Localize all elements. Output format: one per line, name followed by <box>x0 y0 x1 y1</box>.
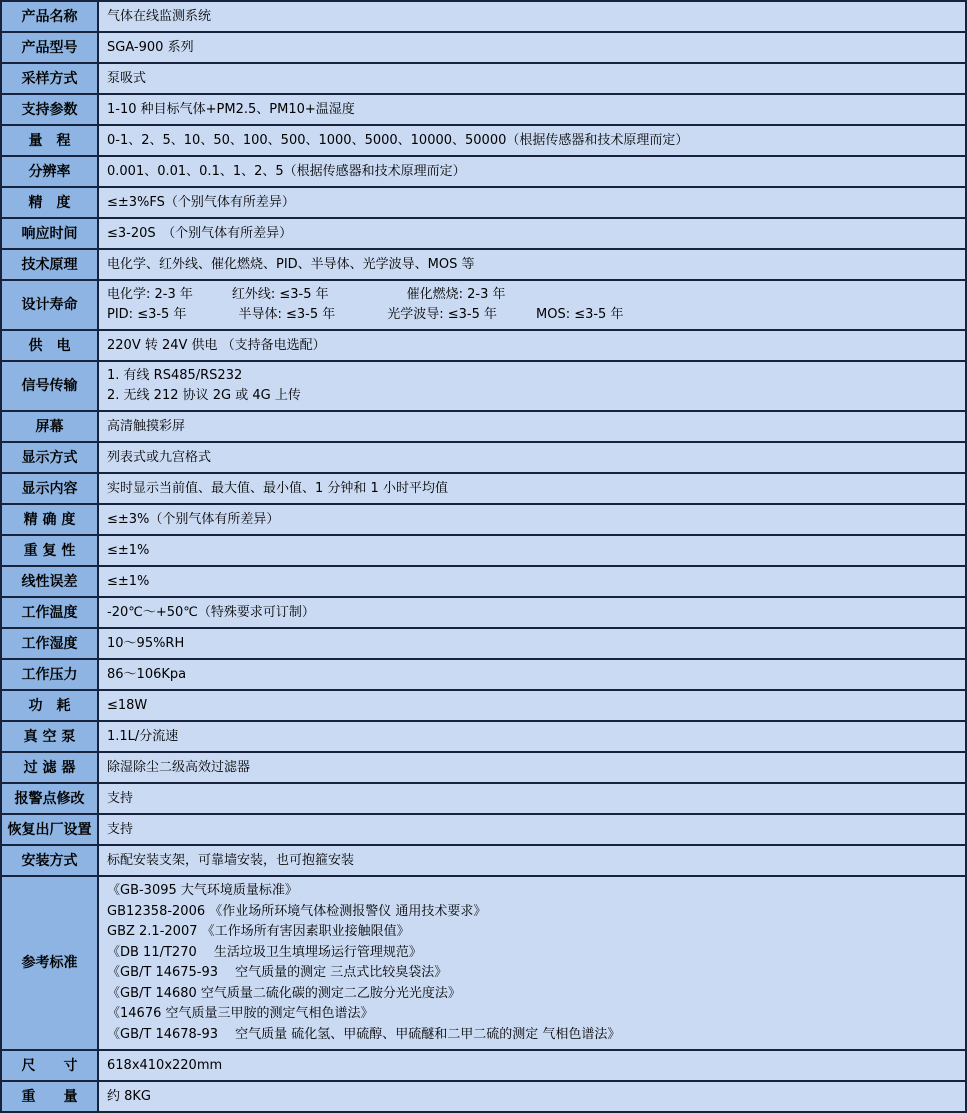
spec-value <box>99 126 965 155</box>
spec-label: 线性误差 <box>2 567 97 596</box>
spec-value <box>99 1082 965 1111</box>
spec-value <box>99 753 965 782</box>
spec-value-line: 《GB-3095 大气环境质量标准》 <box>107 883 298 898</box>
spec-row <box>2 362 965 410</box>
spec-value-line: 618x410x220mm <box>107 1057 223 1073</box>
spec-row <box>2 281 965 329</box>
spec-value-line: 1-10 种目标气体+PM2.5、PM10+温湿度 <box>107 101 355 117</box>
spec-value-line: ≤±1% <box>107 573 150 589</box>
spec-value-line: 支持 <box>107 790 134 806</box>
spec-row <box>2 412 965 441</box>
spec-label: 显示内容 <box>2 474 97 503</box>
spec-value <box>99 188 965 217</box>
spec-label: 屏幕 <box>2 412 97 441</box>
spec-row <box>2 660 965 689</box>
spec-value <box>99 95 965 124</box>
spec-label: 工作湿度 <box>2 629 97 658</box>
spec-row <box>2 95 965 124</box>
spec-label: 响应时间 <box>2 219 97 248</box>
spec-row <box>2 598 965 627</box>
spec-label: 功 耗 <box>2 691 97 720</box>
spec-row <box>2 815 965 844</box>
spec-value-line: SGA-900 系列 <box>107 39 194 55</box>
spec-row <box>2 331 965 360</box>
spec-value <box>99 443 965 472</box>
spec-row <box>2 474 965 503</box>
spec-label: 产品名称 <box>2 2 97 31</box>
spec-value-line: GBZ 2.1-2007 《工作场所有害因素职业接触限值》 <box>107 924 410 939</box>
spec-label: 支持参数 <box>2 95 97 124</box>
spec-value-line: 列表式或九宫格式 <box>107 449 212 465</box>
spec-label: 采样方式 <box>2 64 97 93</box>
spec-value-line: 1. 有线 RS485/RS232 <box>107 368 243 383</box>
spec-row <box>2 846 965 875</box>
spec-label: 信号传输 <box>2 362 97 410</box>
spec-label: 重 量 <box>2 1082 97 1111</box>
spec-row <box>2 784 965 813</box>
spec-label: 工作温度 <box>2 598 97 627</box>
spec-value <box>99 157 965 186</box>
spec-row <box>2 1051 965 1080</box>
spec-label: 过 滤 器 <box>2 753 97 782</box>
spec-row <box>2 536 965 565</box>
spec-row <box>2 219 965 248</box>
spec-value-line: ≤±3%FS（个别气体有所差异） <box>107 194 295 210</box>
spec-value <box>99 691 965 720</box>
spec-value-line: 《GB/T 14680 空气质量二硫化碳的测定二乙胺分光光度法》 <box>107 985 461 1001</box>
spec-value-line: 《14676 空气质量三甲胺的测定气相色谱法》 <box>107 1006 374 1021</box>
spec-label: 尺 寸 <box>2 1051 97 1080</box>
spec-label: 重 复 性 <box>2 536 97 565</box>
spec-row <box>2 157 965 186</box>
spec-row <box>2 691 965 720</box>
spec-value <box>99 815 965 844</box>
spec-label: 安装方式 <box>2 846 97 875</box>
spec-value-line: 0.001、0.01、0.1、1、2、5（根据传感器和技术原理而定） <box>107 163 466 179</box>
spec-value-line: 除湿除尘二级高效过滤器 <box>107 759 251 775</box>
spec-value <box>99 250 965 279</box>
spec-row <box>2 64 965 93</box>
spec-label: 报警点修改 <box>2 784 97 813</box>
spec-row <box>2 2 965 31</box>
spec-value-line: 《DB 11/T270 生活垃圾卫生填埋场运行管理规范》 <box>107 944 422 960</box>
spec-value <box>99 846 965 875</box>
spec-label: 量 程 <box>2 126 97 155</box>
spec-value-line: 10～95%RH <box>107 635 185 651</box>
spec-row <box>2 505 965 534</box>
spec-row <box>2 443 965 472</box>
spec-value-line: 实时显示当前值、最大值、最小值、1 分钟和 1 小时平均值 <box>107 480 448 496</box>
spec-value-line: 支持 <box>107 821 134 837</box>
spec-value <box>99 33 965 62</box>
spec-label: 分辨率 <box>2 157 97 186</box>
spec-value-line: GB12358-2006 《作业场所环境气体检测报警仪 通用技术要求》 <box>107 903 487 919</box>
spec-row <box>2 877 965 1049</box>
spec-row <box>2 567 965 596</box>
spec-label: 真 空 泵 <box>2 722 97 751</box>
spec-label: 设计寿命 <box>2 281 97 329</box>
spec-value-line: 0-1、2、5、10、50、100、500、1000、5000、10000、50000（根据传感器和技术原理而定） <box>107 132 689 148</box>
spec-row <box>2 629 965 658</box>
spec-label: 显示方式 <box>2 443 97 472</box>
spec-value <box>99 660 965 689</box>
spec-row <box>2 33 965 62</box>
spec-value-line: -20℃～+50℃（特殊要求可订制） <box>107 604 315 620</box>
spec-value-line: 电化学: 2-3 年 红外线: ≤3-5 年 催化燃烧: 2-3 年 <box>107 287 506 302</box>
spec-row <box>2 188 965 217</box>
spec-row <box>2 126 965 155</box>
spec-value-line: 《GB/T 14675-93 空气质量的测定 三点式比较臭袋法》 <box>107 965 448 980</box>
spec-value-line: 86～106Kpa <box>107 666 187 682</box>
spec-label: 精 确 度 <box>2 505 97 534</box>
spec-value <box>99 722 965 751</box>
spec-value-line: ≤±3%（个别气体有所差异） <box>107 511 280 527</box>
spec-row <box>2 753 965 782</box>
spec-value <box>99 505 965 534</box>
spec-row <box>2 250 965 279</box>
spec-value <box>99 567 965 596</box>
spec-value <box>99 281 965 329</box>
spec-value <box>99 1051 965 1080</box>
spec-label: 精 度 <box>2 188 97 217</box>
spec-row <box>2 722 965 751</box>
spec-label: 恢复出厂设置 <box>2 815 97 844</box>
spec-label: 工作压力 <box>2 660 97 689</box>
spec-value <box>99 877 965 1049</box>
spec-value-line: 高清触摸彩屏 <box>107 418 186 434</box>
spec-value <box>99 784 965 813</box>
spec-value-line: PID: ≤3-5 年 半导体: ≤3-5 年 光学波导: ≤3-5 年 MOS: ≤3-5 年 <box>107 307 624 322</box>
spec-value <box>99 362 965 410</box>
spec-label: 供 电 <box>2 331 97 360</box>
spec-value <box>99 629 965 658</box>
spec-value <box>99 536 965 565</box>
spec-value-line: 2. 无线 212 协议 2G 或 4G 上传 <box>107 388 301 403</box>
spec-value <box>99 64 965 93</box>
spec-row <box>2 1082 965 1111</box>
spec-label: 参考标准 <box>2 877 97 1049</box>
spec-value-line: ≤3-20S （个别气体有所差异） <box>107 225 293 241</box>
spec-value-line: 标配安装支架，可靠墙安装，也可抱箍安装 <box>107 852 355 868</box>
spec-value-line: ≤±1% <box>107 542 150 558</box>
spec-value <box>99 331 965 360</box>
spec-label: 产品型号 <box>2 33 97 62</box>
spec-value <box>99 2 965 31</box>
spec-value <box>99 598 965 627</box>
spec-value <box>99 412 965 441</box>
spec-value <box>99 219 965 248</box>
spec-value-line: 气体在线监测系统 <box>107 8 212 24</box>
spec-label: 技术原理 <box>2 250 97 279</box>
spec-value-line: 电化学、红外线、催化燃烧、PID、半导体、光学波导、MOS 等 <box>107 256 475 272</box>
spec-value-line: 约 8KG <box>107 1088 152 1104</box>
spec-value-line: 泵吸式 <box>107 70 147 86</box>
spec-value-line: 1.1L/分流速 <box>107 728 179 744</box>
spec-value-line: 《GB/T 14678-93 空气质量 硫化氢、甲硫醇、甲硫醚和二甲二硫的测定 气相色谱法》 <box>107 1026 621 1042</box>
spec-value <box>99 474 965 503</box>
spec-value-line: ≤18W <box>107 697 148 713</box>
spec-value-line: 220V 转 24V 供电 （支持备电选配） <box>107 337 326 353</box>
